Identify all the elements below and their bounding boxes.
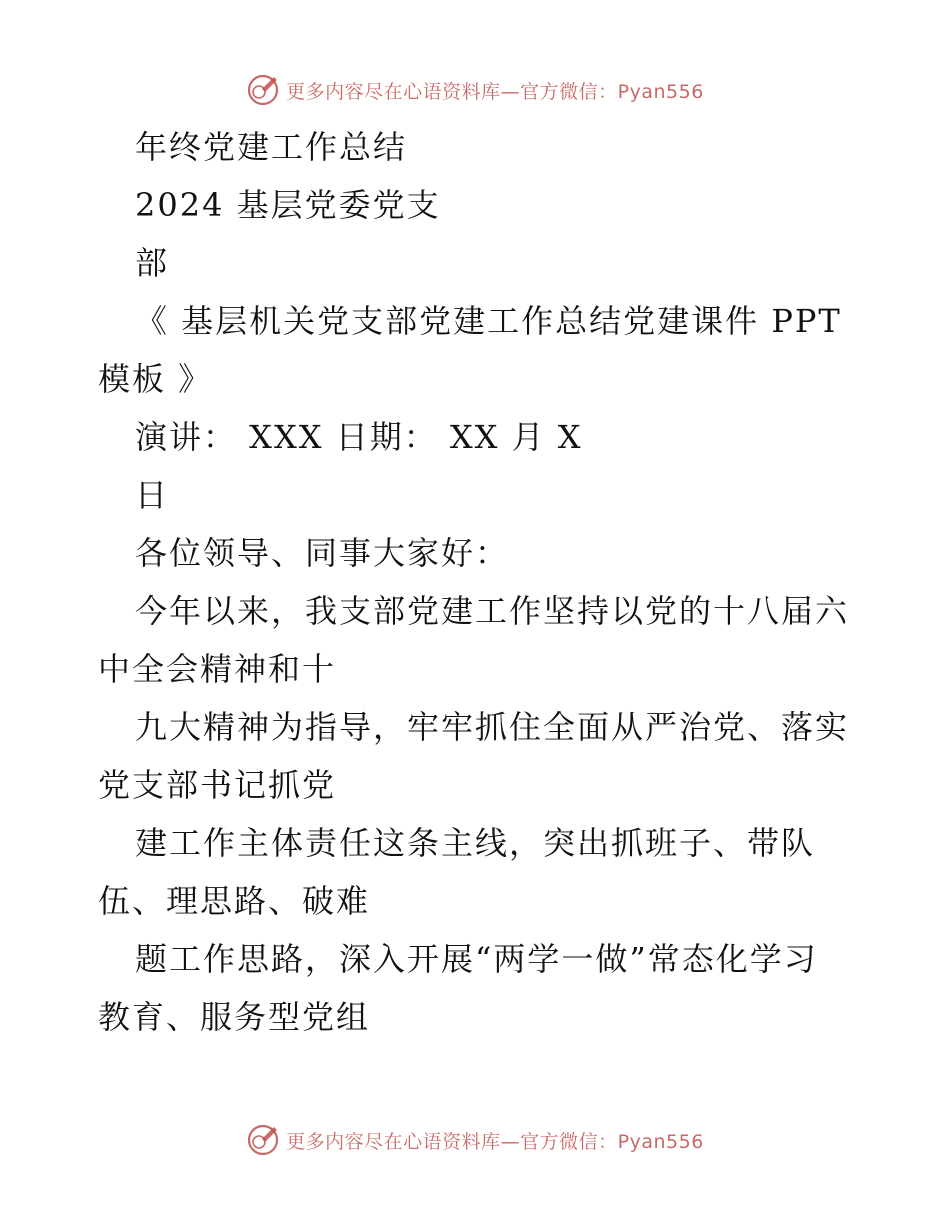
doc-speaker-date-line: 日 <box>135 476 170 514</box>
doc-paragraph-line: 建工作主体责任这条主线，突出抓班子、带队 <box>135 824 816 862</box>
doc-paragraph-line: 题工作思路，深入开展“两学一做”常态化学习 <box>135 940 818 978</box>
footer-watermark <box>0 1120 950 1160</box>
footer-watermark-text: 更多内容尽在心语资料库—官方微信：Pyan556 <box>286 1130 704 1153</box>
doc-speaker-date-line: 演讲： XXX 日期： XX 月 X <box>135 418 583 456</box>
pen-logo-icon <box>246 73 280 107</box>
doc-paragraph-line: 九大精神为指导，牢牢抓住全面从严治党、落实 <box>135 708 850 746</box>
document-body <box>98 118 858 1046</box>
pen-logo-icon <box>246 1123 280 1157</box>
doc-paragraph-line: 今年以来，我支部党建工作坚持以党的十八届六 <box>135 592 850 630</box>
doc-paragraph-line: 伍、理思路、破难 <box>98 882 371 920</box>
doc-template-line: 模板 》 <box>98 360 213 398</box>
doc-title: 年终党建工作总结 <box>135 128 408 166</box>
doc-subtitle-line: 部 <box>135 244 170 282</box>
doc-template-line: 《 基层机关党支部党建工作总结党建课件 PPT <box>135 302 842 340</box>
doc-greeting: 各位领导、同事大家好： <box>135 534 510 572</box>
doc-subtitle-line: 2024 基层党委党支 <box>135 186 441 224</box>
doc-paragraph-line: 教育、服务型党组 <box>98 998 371 1036</box>
header-watermark-text: 更多内容尽在心语资料库—官方微信：Pyan556 <box>286 80 704 103</box>
doc-paragraph-line: 中全会精神和十 <box>98 650 337 688</box>
doc-paragraph-line: 党支部书记抓党 <box>98 766 337 804</box>
header-watermark <box>0 70 950 110</box>
